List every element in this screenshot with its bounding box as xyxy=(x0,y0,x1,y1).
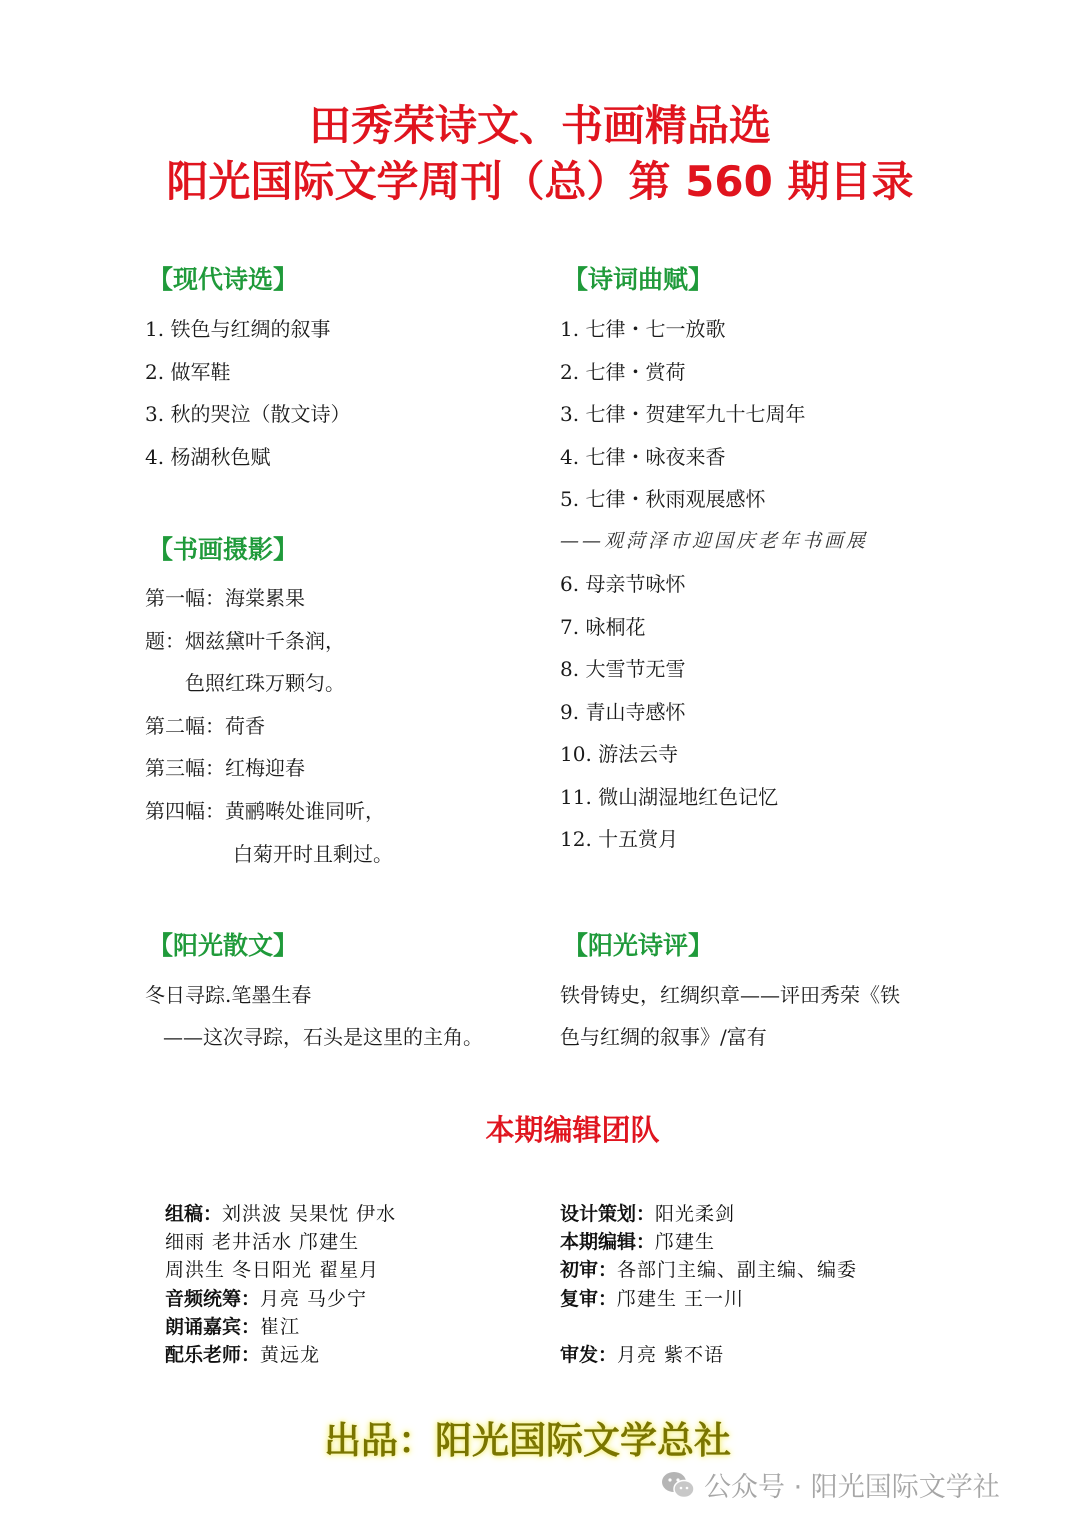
credit-value: 周洪生 冬日阳光 翟星月 xyxy=(165,1259,380,1281)
credit-label: 复审： xyxy=(560,1288,618,1310)
heading-classical: 【诗词曲赋】 xyxy=(563,265,714,294)
title-line-1: 田秀荣诗文、书画精品选 xyxy=(308,101,771,150)
credit-value: 阳光柔剑 xyxy=(655,1203,736,1225)
list-item: 第四幅：黄鹂啭处谁同听， xyxy=(145,799,385,823)
list-item: 12. 十五赏月 xyxy=(560,827,679,851)
credit-line xyxy=(165,1227,359,1254)
list-item: 4. 杨湖秋色赋 xyxy=(145,445,271,469)
list-item: 白菊开时且剩过。 xyxy=(233,842,393,866)
watermark-text: 公众号 · 阳光国际文学社 xyxy=(704,1472,1000,1503)
list-item: ——这次寻踪，石头是这里的主角。 xyxy=(163,1025,483,1049)
list-item: 2. 七律・赏荷 xyxy=(560,360,686,384)
credit-label: 组稿： xyxy=(165,1203,223,1225)
list-item: 铁骨铸史，红绸织章——评田秀荣《铁 xyxy=(560,983,900,1007)
credit-value: 邝建生 xyxy=(655,1231,716,1253)
credit-line xyxy=(560,1340,724,1367)
list-item: 题：烟兹黛叶千条润， xyxy=(145,629,345,653)
team-title: 本期编辑团队 xyxy=(485,1113,660,1147)
credit-value: 邝建生 王一川 xyxy=(617,1288,745,1310)
list-item: 1. 七律・七一放歌 xyxy=(560,317,726,341)
title-line-2: 阳光国际文学周刊（总）第 560 期目录 xyxy=(166,157,914,206)
credit-label: 审发： xyxy=(560,1344,618,1366)
credit-line xyxy=(165,1312,300,1339)
credit-value: 各部门主编、副主编、编委 xyxy=(617,1259,858,1281)
credit-line xyxy=(165,1284,367,1311)
list-item: 第二幅：荷香 xyxy=(145,714,265,738)
credit-label: 朗诵嘉宾： xyxy=(165,1316,261,1338)
list-item: 11. 微山湖湿地红色记忆 xyxy=(560,785,779,809)
credit-value: 月亮 紫不语 xyxy=(617,1344,725,1366)
list-item: 6. 母亲节咏怀 xyxy=(560,572,686,596)
credit-line xyxy=(165,1255,379,1282)
credit-line xyxy=(560,1284,744,1311)
heading-modern-poems: 【现代诗选】 xyxy=(148,265,299,294)
credit-value: 细雨 老井活水 邝建生 xyxy=(165,1231,360,1253)
list-item: 3. 七律・贺建军九十七周年 xyxy=(560,402,806,426)
list-item: 色与红绸的叙事》/富有 xyxy=(560,1025,767,1049)
credit-value: 崔江 xyxy=(260,1316,301,1338)
watermark xyxy=(660,1465,1000,1504)
credit-value: 刘洪波 吴果忱 伊水 xyxy=(222,1203,397,1225)
list-item: 8. 大雪节无雪 xyxy=(560,657,686,681)
credit-label: 初审： xyxy=(560,1259,618,1281)
credit-value: 月亮 马少宁 xyxy=(260,1288,368,1310)
list-item: 7. 咏桐花 xyxy=(560,615,646,639)
credit-label: 本期编辑： xyxy=(560,1231,656,1253)
heading-review: 【阳光诗评】 xyxy=(563,931,714,960)
credit-value: 黄远龙 xyxy=(260,1344,321,1366)
credit-line xyxy=(560,1199,735,1226)
list-item: 4. 七律・咏夜来香 xyxy=(560,445,726,469)
credit-label: 音频统筹： xyxy=(165,1288,261,1310)
list-item: 第一幅：海棠累果 xyxy=(145,586,305,610)
credit-line xyxy=(165,1199,396,1226)
list-item: 1. 铁色与红绸的叙事 xyxy=(145,317,331,341)
list-item: 2. 做军鞋 xyxy=(145,360,231,384)
list-item: 3. 秋的哭泣（散文诗） xyxy=(145,402,351,426)
heading-prose: 【阳光散文】 xyxy=(148,931,299,960)
producer-credit: 出品：阳光国际文学总社 xyxy=(324,1419,731,1462)
credit-label: 设计策划： xyxy=(560,1203,656,1225)
list-item: 色照红珠万颗匀。 xyxy=(185,671,345,695)
list-item-subtitle: ——观菏泽市迎国庆老年书画展 xyxy=(560,530,869,552)
list-item: 5. 七律・秋雨观展感怀 xyxy=(560,487,766,511)
credit-line xyxy=(560,1255,857,1282)
list-item: 冬日寻踪.笔墨生春 xyxy=(145,983,312,1007)
list-item: 9. 青山寺感怀 xyxy=(560,700,686,724)
heading-painting: 【书画摄影】 xyxy=(148,535,299,564)
list-item: 10. 游法云寺 xyxy=(560,742,679,766)
credit-label: 配乐老师： xyxy=(165,1344,261,1366)
wechat-icon xyxy=(660,1470,696,1500)
list-item: 第三幅：红梅迎春 xyxy=(145,756,305,780)
credit-line xyxy=(165,1340,320,1367)
credit-line xyxy=(560,1227,715,1254)
